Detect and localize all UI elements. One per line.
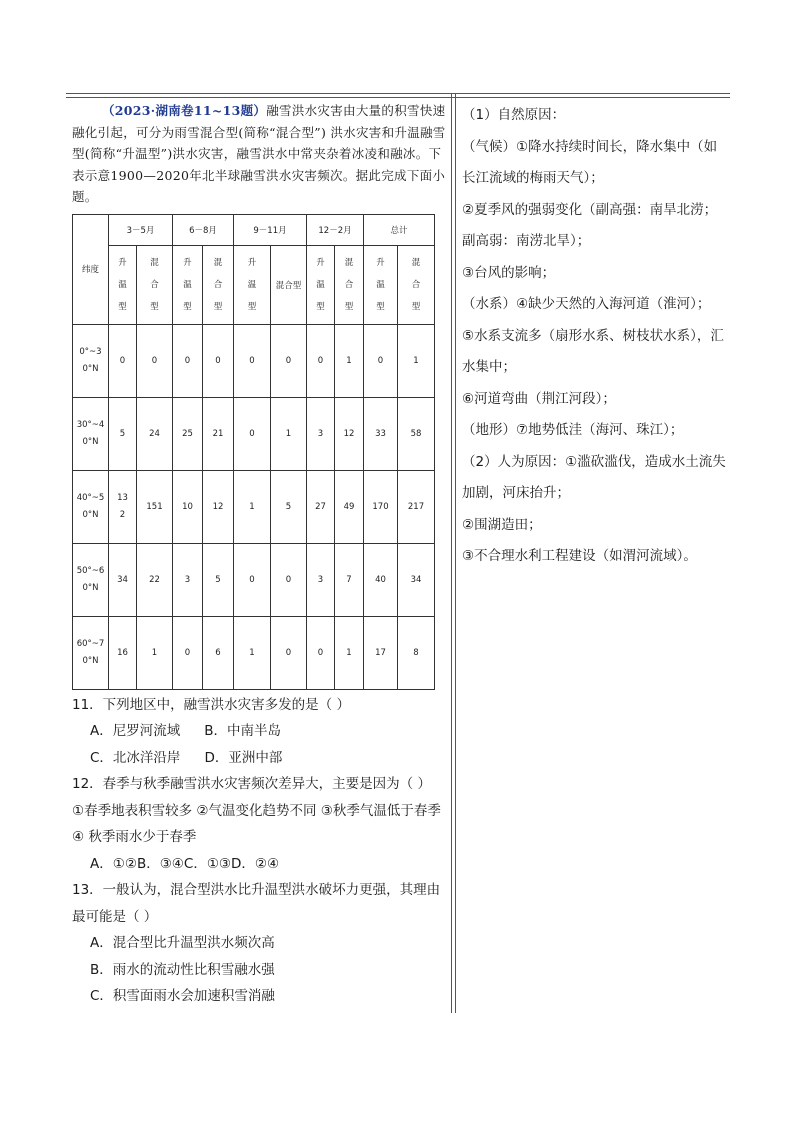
value-cell: 8 bbox=[398, 616, 435, 689]
value-cell: 0 bbox=[234, 543, 271, 616]
value-cell: 0 bbox=[271, 616, 307, 689]
value-cell: 24 bbox=[137, 397, 173, 470]
type-header: 升温型 bbox=[364, 245, 398, 324]
note-line: ⑥河道弯曲（荆江河段）； bbox=[462, 390, 616, 407]
value-cell: 1 bbox=[398, 324, 435, 397]
type-header: 升温型 bbox=[307, 245, 335, 324]
question-stem: 13．一般认为，混合型洪水比升温型洪水破坏力更强，其理由最可能是（ ） bbox=[72, 882, 441, 925]
option-a[interactable]: A．混合型比升温型洪水频次高 bbox=[90, 935, 275, 951]
value-cell: 33 bbox=[364, 397, 398, 470]
season-header: 12－2月 bbox=[307, 214, 364, 245]
value-cell: 3 bbox=[307, 543, 335, 616]
option-line bbox=[72, 957, 446, 984]
value-cell: 151 bbox=[137, 470, 173, 543]
question-12 bbox=[72, 771, 446, 877]
option-b[interactable]: B．雨水的流动性比积雪融水强 bbox=[90, 961, 275, 978]
value-cell: 1 bbox=[335, 324, 364, 397]
option-line bbox=[72, 983, 446, 1010]
season-header: 9－11月 bbox=[234, 214, 307, 245]
type-header: 升温型 bbox=[109, 245, 137, 324]
note-line: ③不合理水利工程建设（如渭河流域）。 bbox=[462, 548, 697, 564]
season-header-row bbox=[73, 214, 435, 245]
option-d[interactable]: D．亚洲中部 bbox=[204, 749, 283, 766]
lat-cell: 40°~50°N bbox=[73, 470, 109, 543]
note-line: （水系）④缺少天然的入海河道（淮河）； bbox=[462, 296, 711, 312]
type-header: 混合型 bbox=[398, 245, 435, 324]
value-cell: 3 bbox=[173, 543, 203, 616]
lat-cell: 0°~30°N bbox=[73, 324, 109, 397]
question-statements: ①春季地表积雪较多 ②气温变化趋势不同 ③秋季气温低于春季 ④ 秋季雨水少于春季 bbox=[72, 802, 441, 845]
value-cell: 0 bbox=[173, 616, 203, 689]
value-cell: 1 bbox=[234, 616, 271, 689]
value-cell: 16 bbox=[109, 616, 137, 689]
type-header: 混合型 bbox=[271, 245, 307, 324]
note-line: ③台风的影响； bbox=[462, 264, 556, 281]
value-cell: 12 bbox=[335, 397, 364, 470]
value-cell: 7 bbox=[335, 543, 364, 616]
option-line bbox=[72, 851, 446, 878]
note-line: ②围湖造田； bbox=[462, 516, 542, 533]
intro-paragraph bbox=[72, 100, 446, 208]
lat-header: 纬度 bbox=[73, 214, 109, 324]
value-cell: 10 bbox=[173, 470, 203, 543]
column-divider bbox=[451, 93, 452, 1013]
value-cell: 217 bbox=[398, 470, 435, 543]
note-line: （气候）①降水持续时间长，降水集中（如长江流域的梅雨天气）； bbox=[462, 138, 718, 186]
value-cell: 0 bbox=[364, 324, 398, 397]
value-cell: 40 bbox=[364, 543, 398, 616]
value-cell: 3 bbox=[307, 397, 335, 470]
lat-cell: 30°~40°N bbox=[73, 397, 109, 470]
type-header: 混合型 bbox=[203, 245, 234, 324]
season-header: 总计 bbox=[364, 214, 435, 245]
value-cell: 0 bbox=[234, 397, 271, 470]
table-row bbox=[73, 397, 435, 470]
value-cell: 58 bbox=[398, 397, 435, 470]
value-cell: 0 bbox=[137, 324, 173, 397]
value-cell: 34 bbox=[109, 543, 137, 616]
note-line: ⑤水系支流多（扇形水系、树枝状水系），汇水集中； bbox=[462, 327, 724, 375]
option-line bbox=[72, 718, 446, 745]
value-cell: 1 bbox=[137, 616, 173, 689]
option-line bbox=[72, 745, 446, 772]
column-divider-2 bbox=[455, 93, 456, 1013]
left-column bbox=[72, 100, 446, 1010]
value-cell: 21 bbox=[203, 397, 234, 470]
value-cell: 132 bbox=[109, 470, 137, 543]
type-header: 混合型 bbox=[335, 245, 364, 324]
value-cell: 0 bbox=[234, 324, 271, 397]
option-c[interactable]: C．积雪面雨水会加速积雪消融 bbox=[90, 988, 275, 1004]
value-cell: 1 bbox=[335, 616, 364, 689]
value-cell: 1 bbox=[234, 470, 271, 543]
question-stem: 11．下列地区中，融雪洪水灾害多发的是（ ） bbox=[72, 696, 350, 713]
value-cell: 5 bbox=[203, 543, 234, 616]
type-header: 升温型 bbox=[234, 245, 271, 324]
value-cell: 12 bbox=[203, 470, 234, 543]
type-header: 升温型 bbox=[173, 245, 203, 324]
value-cell: 49 bbox=[335, 470, 364, 543]
right-column-notes bbox=[462, 100, 730, 573]
season-header: 6－8月 bbox=[173, 214, 234, 245]
option-c[interactable]: C．北冰洋沿岸 bbox=[90, 749, 181, 766]
question-13 bbox=[72, 877, 446, 1010]
value-cell: 170 bbox=[364, 470, 398, 543]
note-line: ②夏季风的强弱变化（副高强：南旱北涝；副高弱：南涝北旱）； bbox=[462, 201, 718, 249]
header-rule bbox=[66, 93, 730, 94]
value-cell: 0 bbox=[271, 324, 307, 397]
table-row bbox=[73, 470, 435, 543]
value-cell: 25 bbox=[173, 397, 203, 470]
intro-text: 融雪洪水灾害由大量的积雪快速融化引起，可分为雨雪混合型(简称“混合型”) 洪水灾害和升温融雪型(简称“升温型”)洪水灾害，融雪洪水中常夹杂着冰凌和融冰。下表示意1900—2020年北半球融雪洪水灾害频次。据此完成下面小题。 bbox=[72, 103, 446, 204]
value-cell: 0 bbox=[307, 616, 335, 689]
value-cell: 0 bbox=[109, 324, 137, 397]
option-abcd[interactable]: A．①②B．③④C．①③D．②④ bbox=[90, 855, 280, 872]
note-line: （2）人为原因：①滥砍滥伐，造成水土流失加剧，河床抬升； bbox=[462, 453, 726, 501]
value-cell: 22 bbox=[137, 543, 173, 616]
value-cell: 5 bbox=[109, 397, 137, 470]
note-line: （地形）⑦地势低洼（海河、珠江）； bbox=[462, 422, 684, 438]
question-source: （2023·湖南卷11~13题） bbox=[102, 103, 267, 118]
value-cell: 5 bbox=[271, 470, 307, 543]
lat-cell: 50°~60°N bbox=[73, 543, 109, 616]
value-cell: 34 bbox=[398, 543, 435, 616]
value-cell: 6 bbox=[203, 616, 234, 689]
value-cell: 0 bbox=[203, 324, 234, 397]
question-11 bbox=[72, 692, 446, 772]
season-header: 3－5月 bbox=[109, 214, 173, 245]
value-cell: 17 bbox=[364, 616, 398, 689]
value-cell: 0 bbox=[173, 324, 203, 397]
header-rule-thin bbox=[66, 97, 730, 98]
value-cell: 1 bbox=[271, 397, 307, 470]
option-line bbox=[72, 930, 446, 957]
table-row bbox=[73, 543, 435, 616]
flood-frequency-table bbox=[72, 214, 435, 690]
question-stem: 12．春季与秋季融雪洪水灾害频次差异大，主要是因为（ ） bbox=[72, 776, 431, 792]
type-header-row bbox=[73, 245, 435, 324]
option-b[interactable]: B．中南半岛 bbox=[204, 723, 282, 739]
type-header: 混合型 bbox=[137, 245, 173, 324]
table-row bbox=[73, 324, 435, 397]
table-row bbox=[73, 616, 435, 689]
note-line: （1）自然原因： bbox=[462, 107, 566, 123]
lat-cell: 60°~70°N bbox=[73, 616, 109, 689]
value-cell: 0 bbox=[271, 543, 307, 616]
option-a[interactable]: A．尼罗河流域 bbox=[90, 723, 181, 739]
value-cell: 0 bbox=[307, 324, 335, 397]
value-cell: 27 bbox=[307, 470, 335, 543]
